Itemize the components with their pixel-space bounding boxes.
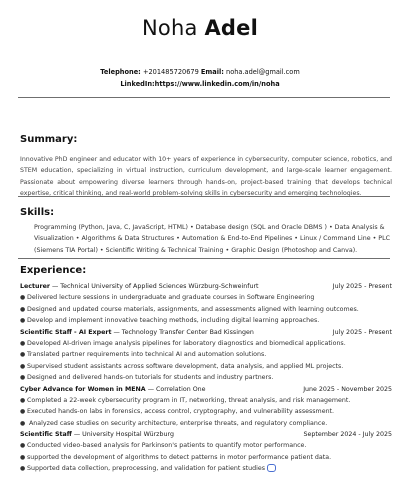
job-organization: — University Hospital Würzburg (71, 431, 174, 439)
candidate-name (0, 16, 400, 40)
telephone-value: +201485720679 (142, 68, 199, 76)
bullet-text: Supported data collection, preprocessing, and validation for patient studies (27, 465, 265, 473)
bullet-icon: ● (20, 339, 26, 347)
bullet-icon: ● (20, 419, 26, 427)
summary-divider (18, 196, 390, 197)
bullet-icon: ● (20, 442, 26, 450)
bullet-text: Develop and implement innovative teaching methods, including digital learning approaches. (27, 317, 320, 325)
job-bullet (20, 418, 392, 429)
bullet-text: supported the development of algorithms to detect patterns in motor performance patient data. (27, 453, 332, 461)
experience-heading: Experience: (20, 265, 87, 276)
job-bullet (20, 315, 392, 326)
skills-divider (18, 258, 390, 259)
summary-heading: Summary: (20, 134, 78, 145)
bullet-text: Analyzed case studies on security architecture, enterprise threats, and regulatory compliance. (27, 419, 328, 427)
job-dates: September 2024 - July 2025 (303, 431, 392, 439)
job-organization: — Correlation One (147, 385, 206, 393)
bullet-icon: ● (20, 317, 26, 325)
skills-heading: Skills: (20, 207, 55, 218)
summary-text: Innovative PhD engineer and educator with 10+ years of experience in cybersecurity, computer science, robotics, and STEM education, specializing in virtual instruction, curriculum development, and large-scale learner engagement. Passionate about empowering diverse learners through hands-on, project-based training that develops technical expertise, critical thinking, and real-world problem-solving skills in cybersecurity and emerging technologies. (20, 156, 392, 198)
bullet-text: Translated partner requirements into technical AI and automation solutions. (27, 351, 267, 359)
skills-text: Programming (Python, Java, C, JavaScript, HTML) • Database design (SQL and Oracle DBMS ) • Data Analysis & Visualization • Algorithms & Data Structures • Automation & End-to-End Pipelines • Linux / Command Line • PLC (Siemens TIA Portal) • Scientific Writing & Technical Training • Graphic Design (Photoshop and Canva). (34, 224, 390, 254)
job-bullet (20, 304, 392, 315)
job-organization: — Technical University of Applied Sciences Würzburg-Schweinfurt (50, 283, 259, 290)
bullet-icon: ● (20, 351, 26, 359)
bullet-text: Delivered lecture sessions in undergraduate and graduate courses in Software Engineering (27, 294, 315, 302)
last-name: Adel (204, 16, 258, 40)
job-bullet (20, 372, 392, 383)
bullet-text: Executed hands-on labs in forensics, access control, cryptography, and vulnerability assessment. (27, 408, 335, 416)
telephone-label: Telephone: (100, 68, 141, 76)
experience-list (20, 281, 392, 475)
job-role: Lecturer (20, 283, 50, 290)
job-role: Cyber Advance for Women in MENA (20, 385, 146, 393)
email-value[interactable]: noha.adel@gmail.com (226, 68, 300, 76)
contact-line-phone-email (0, 68, 400, 76)
linkedin-label: LinkedIn: (120, 80, 155, 88)
job-entry (20, 384, 392, 430)
bullet-icon: ● (20, 396, 26, 404)
bullet-text: Designed and updated course materials, assignments, and assessments aligned with learning outcomes. (27, 305, 359, 313)
bullet-text: Developed AI-driven image analysis pipelines for laboratory diagnostics and biomedical applications. (27, 339, 346, 347)
job-bullet (20, 361, 392, 372)
bullet-icon: ● (20, 453, 26, 461)
job-bullet (20, 452, 392, 463)
bullet-text: Supervised student assistants across software development, data analysis, and applied ML projects. (27, 362, 344, 370)
header-divider (18, 97, 390, 98)
job-bullet (20, 292, 392, 303)
job-bullet (20, 463, 392, 474)
bullet-icon: ● (20, 408, 26, 416)
job-bullet (20, 440, 392, 451)
bullet-icon: ● (20, 374, 26, 382)
job-organization: — Technology Transfer Center Bad Kissingen (111, 328, 254, 336)
bullet-icon: ● (20, 465, 26, 473)
job-entry (20, 281, 392, 327)
job-dates: July 2025 - Present (332, 328, 392, 336)
job-entry (20, 327, 392, 384)
linkedin-url[interactable]: https://www.linkedin.com/in/noha (154, 80, 280, 88)
job-header (20, 384, 392, 395)
job-dates: June 2025 - November 2025 (303, 385, 392, 393)
link-icon[interactable] (267, 464, 276, 472)
bullet-text: Designed and delivered hands-on tutorials for students and industry partners. (27, 374, 274, 382)
bullet-icon: ● (20, 362, 26, 370)
job-role: Scientific Staff - AI Expert (20, 328, 112, 336)
job-role: Scientific Staff (20, 431, 72, 439)
email-label: Email: (200, 68, 224, 76)
job-entry (20, 429, 392, 475)
bullet-text: Completed a 22-week cybersecurity program in IT, networking, threat analysis, and risk management. (27, 396, 351, 404)
job-bullet (20, 395, 392, 406)
job-bullet (20, 406, 392, 417)
job-header (20, 327, 392, 338)
job-header (20, 429, 392, 440)
bullet-text: Conducted video-based analysis for Parkinson's patients to quantify motor performance. (27, 442, 307, 450)
job-bullet (20, 338, 392, 349)
contact-line-linkedin (0, 80, 400, 88)
bullet-icon: ● (20, 305, 26, 313)
bullet-icon: ● (20, 294, 26, 302)
job-header (20, 281, 392, 292)
first-name: Noha (142, 16, 198, 40)
job-dates: July 2025 - Present (332, 283, 392, 290)
job-bullet (20, 349, 392, 360)
